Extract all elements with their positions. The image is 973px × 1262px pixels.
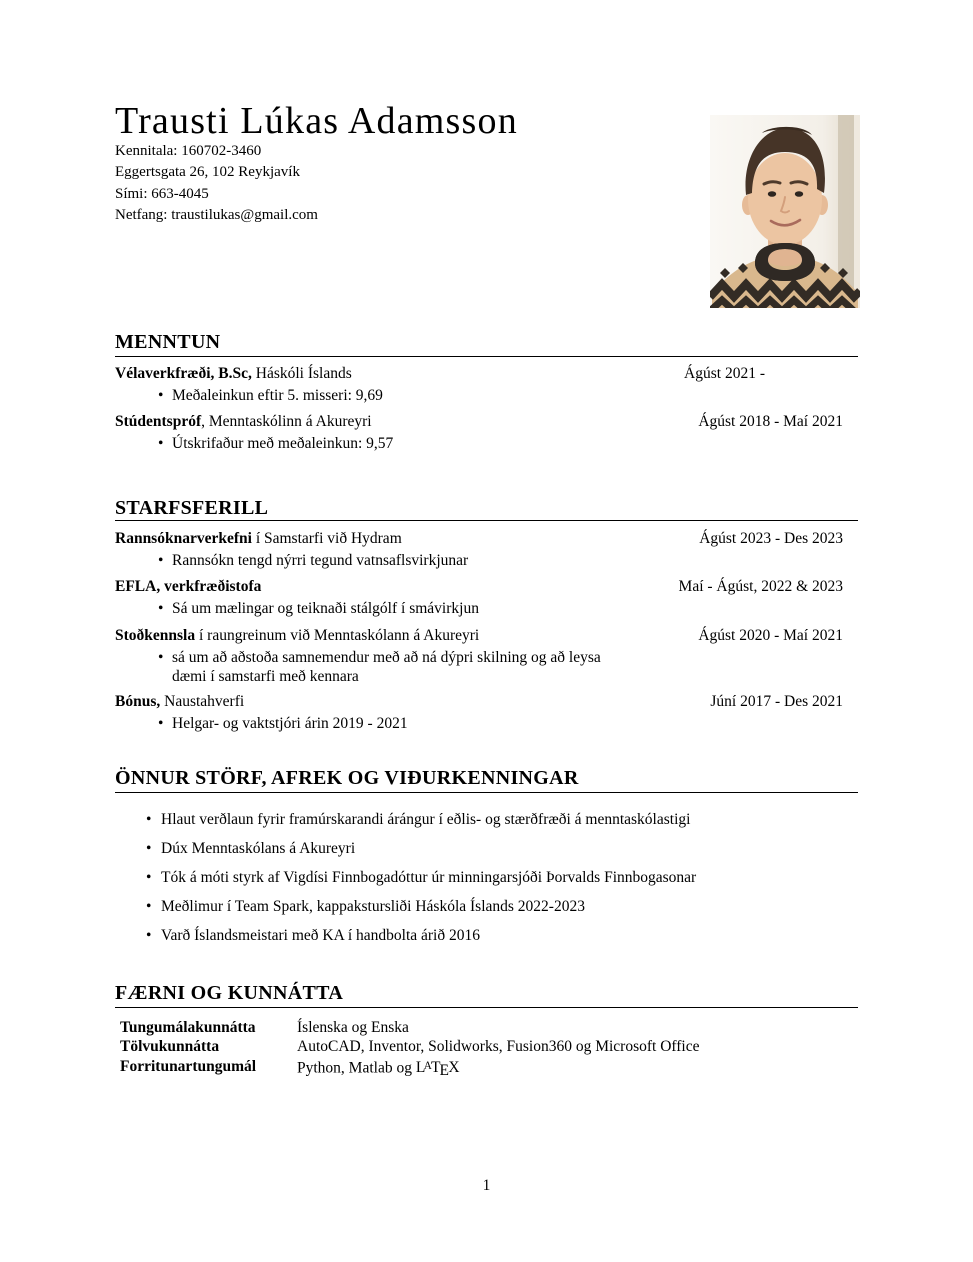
section-education-title: MENNTUN <box>115 330 221 353</box>
entry-date: Ágúst 2018 - Maí 2021 <box>698 413 843 431</box>
entry-date: Ágúst 2021 - <box>684 364 765 382</box>
entry-date: Ágúst 2023 - Des 2023 <box>699 529 843 547</box>
entry-title: Rannsóknarverkefni í Samstarfi við Hydram <box>115 529 402 547</box>
skill-label: Tölvukunnátta <box>120 1038 220 1056</box>
education-entry <box>115 364 858 406</box>
entry-title: Stúdentspróf, Menntaskólinn á Akureyri <box>115 413 372 431</box>
section-work-experience <box>115 496 858 734</box>
section-rule <box>115 356 858 357</box>
skill-value: Python, Matlab og $L^ATEX$ <box>297 1058 460 1080</box>
section-skills-title: FÆRNI OG KUNNÁTTA <box>115 981 344 1004</box>
achievement-item: • Tók á móti styrk af Vigdísi Finnbogadóttur úr minningarsjóði Þorvalds Finnbogasonar <box>115 868 858 888</box>
latex-logo: $L^ATEX$ <box>415 1058 460 1080</box>
section-rule <box>115 792 858 793</box>
contact-address: Eggertsgata 26, 102 Reykjavík <box>115 164 300 181</box>
section-other-title: ÖNNUR STÖRF, AFREK OG VIÐURKENNINGAR <box>115 767 579 790</box>
entry-bullet: • Útskrifaður með meðaleinkun: 9,57 <box>115 434 632 454</box>
skills-table <box>115 1018 858 1081</box>
work-entry <box>115 529 858 571</box>
profile-photo <box>710 115 860 308</box>
contact-kennitala: Kennitala: 160702-3460 <box>115 143 262 159</box>
achievement-item: • Varð Íslandsmeistari með KA í handbolta árið 2016 <box>115 926 858 946</box>
entry-title: Bónus, Naustahverfi <box>115 692 245 710</box>
entry-date: Júní 2017 - Des 2021 <box>710 692 843 710</box>
skill-value: Íslenska og Enska <box>297 1018 409 1036</box>
entry-title: Stoðkennsla í raungreinum við Menntaskólann á Akureyri <box>115 626 480 644</box>
section-work-title: STARFSFERILL <box>115 496 269 519</box>
work-entry <box>115 626 858 687</box>
education-entry <box>115 412 858 454</box>
entry-bullet: • Meðaleinkun eftir 5. misseri: 9,69 <box>115 386 632 406</box>
work-entry <box>115 692 858 734</box>
contact-phone: Sími: 663-4045 <box>115 185 209 202</box>
person-name: Trausti Lúkas Adamsson <box>115 100 518 142</box>
entry-title: Vélaverkfræði, B.Sc, Háskóli Íslands <box>115 364 352 382</box>
section-rule <box>115 1007 858 1008</box>
entry-bullet: • Sá um mælingar og teiknaði stálgólf í smávirkjun <box>115 599 632 619</box>
contact-email: Netfang: traustilukas@gmail.com <box>115 207 318 224</box>
section-education <box>115 330 858 454</box>
skill-label: Tungumálakunnátta <box>120 1018 256 1036</box>
section-skills <box>115 981 858 1081</box>
achievement-item: • Meðlimur í Team Spark, kappakstursliði Háskóla Íslands 2022-2023 <box>115 897 858 917</box>
entry-bullet: • sá um að aðstoða samnemendur með að ná dýpri skilning og að leysa dæmi í samstarfi með kennara <box>115 648 632 687</box>
skill-value: AutoCAD, Inventor, Solidworks, Fusion360 og Microsoft Office <box>297 1038 700 1056</box>
entry-date: Ágúst 2020 - Maí 2021 <box>698 626 843 644</box>
entry-date: Maí - Ágúst, 2022 & 2023 <box>678 578 843 596</box>
achievements-list <box>115 810 858 946</box>
section-other-achievements <box>115 769 858 946</box>
page-number: 1 <box>482 1177 491 1194</box>
achievement-item: • Dúx Menntaskólans á Akureyri <box>115 839 858 859</box>
section-rule <box>115 520 858 521</box>
entry-bullet: • Helgar- og vaktstjóri árin 2019 - 2021 <box>115 714 632 734</box>
entry-bullet: • Rannsókn tengd nýrri tegund vatnsaflsvirkjunar <box>115 551 632 571</box>
achievement-item: • Hlaut verðlaun fyrir framúrskarandi árángur í eðlis- og stærðfræði á menntaskólastigi <box>115 810 858 830</box>
entry-title: EFLA, verkfræðistofa <box>115 578 262 596</box>
skill-label: Forritunartungumál <box>120 1057 257 1075</box>
work-entry <box>115 577 858 619</box>
